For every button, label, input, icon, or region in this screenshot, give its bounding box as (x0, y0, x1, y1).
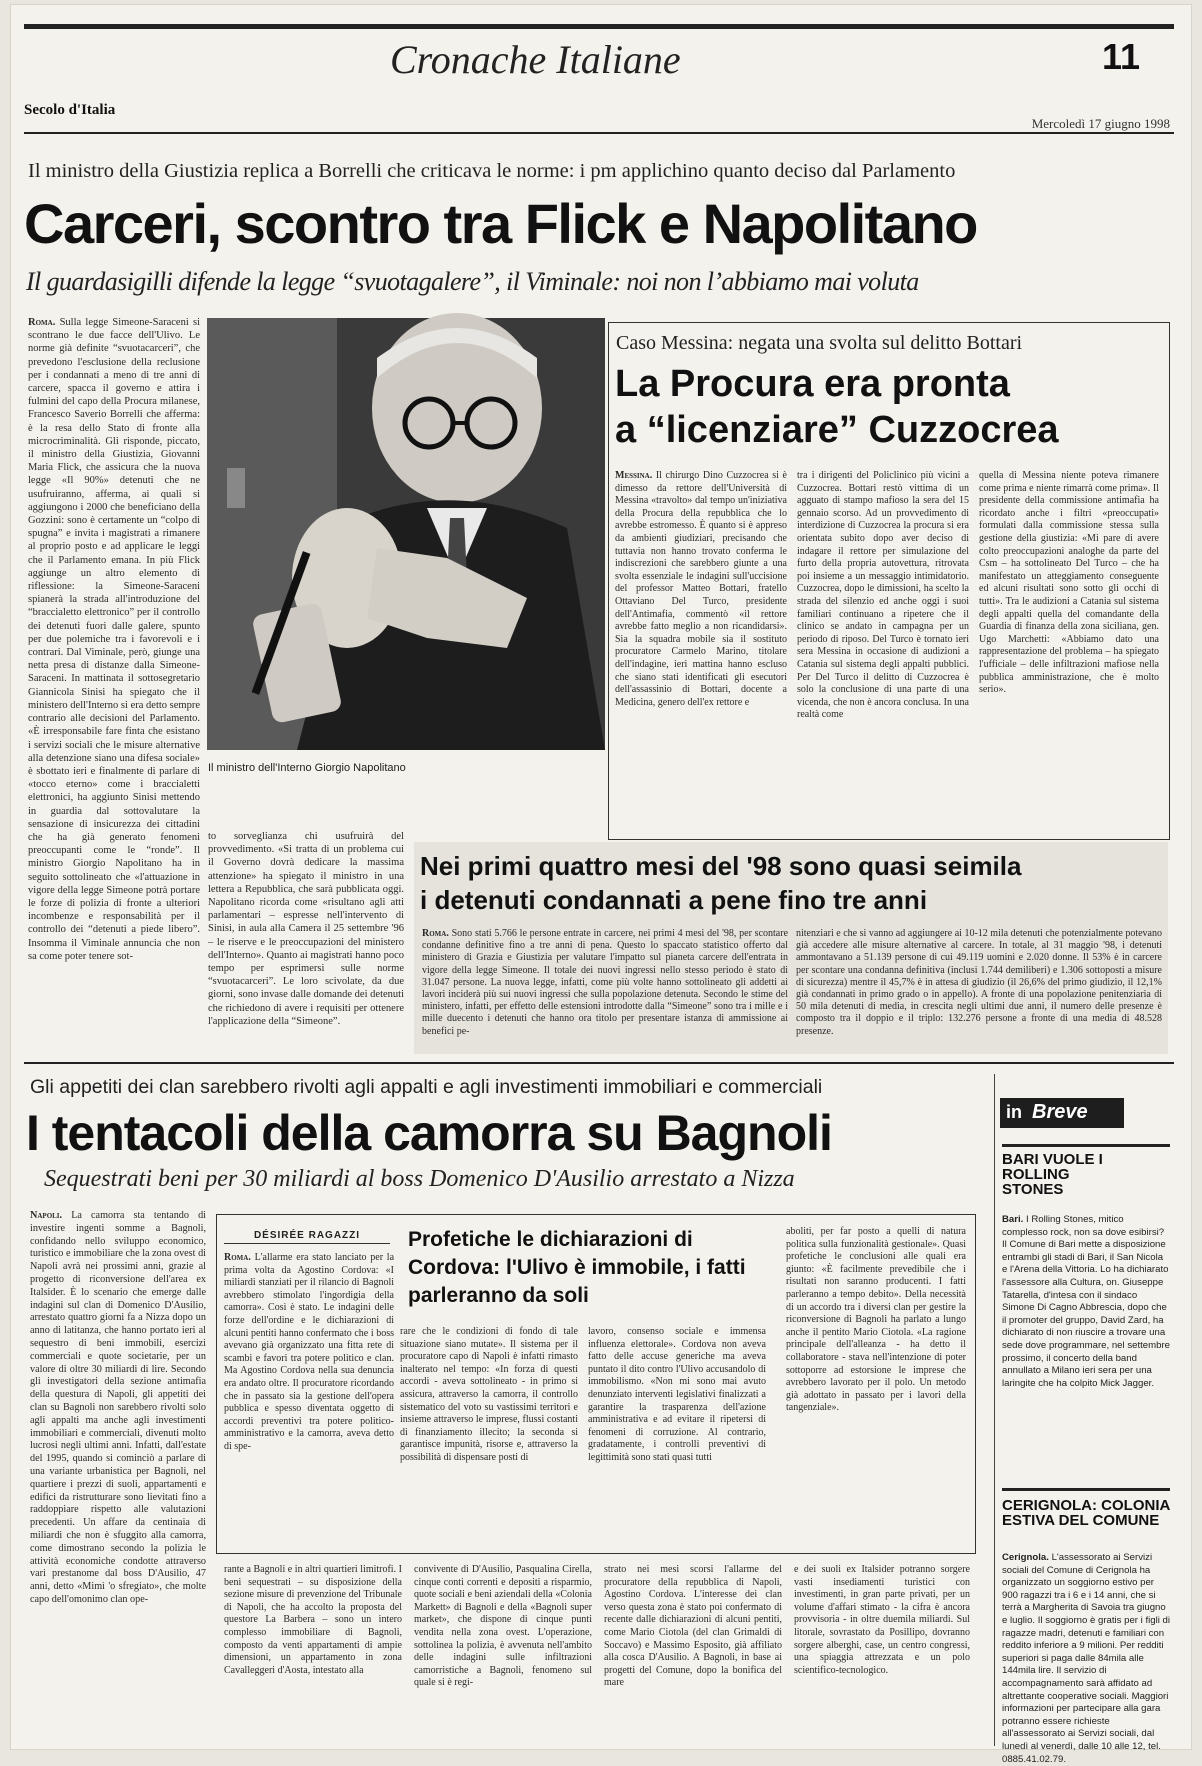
story1-kicker: Il ministro della Giustizia replica a Borrelli che criticava le norme: i pm applichino quanto deciso dal Parlamento (28, 160, 956, 182)
messina-column-1: Messina. Il chirurgo Dino Cuzzocrea si è dimesso da rettore dell'Università di Messina «travolto» dal tempo un'iniziativa della Procura della repubblica che lo avrebbe estromesso. È quanto si è appreso da ambienti giudiziari, precisando che tuttavia non hanno trovato conferma le indiscrezioni che sarebbero giunte a una svolta essenziale le indagini sull'uccisione del professor Matteo Bottari, fratello Ottaviano Del Turco, presidente dell'Antimafia, commentò «il rettore avrebbe fatto meglio a non ricandidarsi». Sia la squadra mobile sia il sostituto procuratore Carmelo Marino, titolare dell'indagine, ieri mattina hanno escluso che siano stati identificati gli esecutori dell'assassinio di Bottari, docente a Medicina, genero dell'ex rettore e (615, 470, 787, 708)
brief-1-text: Bari. I Rolling Stones, mitico complesso rock, non sa dove esibirsi? Il Comune di Bari mette a disposizione entrambi gli stadi di Bari, il San Nicola e l'Arena della Vittoria. Lo ha dichiarato l'assessore alla Cultura, on. Giuseppe Tatarella, d'intesa con il sindaco Simone Di Cagno Abbrescia, dopo che il promoter del gruppo, David Zard, ha dichiarato di non riuscire a trovare una sede dove programmare, nel settembre prossimo, il concerto della band annullato a Milano ieri sera per una laringite che ha colpito Mick Jagger. (1002, 1214, 1170, 1389)
detenuti-column-1: Roma. Sono stati 5.766 le persone entrate in carcere, nei primi 4 mesi del '98, per scontare condanne definitive fino a tre anni di pena. Questo lo spaccato statistico offerto dal ministero di Grazia e Giustizia per valutare l'impatto sul pianeta carcere dell'entrata in vigore della legge Simeone. Il totale dei nuovi ingressi nello stesso periodo è stato di 31.047 persone. La nuova legge, infatti, come più volte hanno sottolineato gli addetti ai lavori inciderà più sui nuovi ingressi che sulla popolazione detenuta. Secondo le stime del ministero, infatti, per effetto delle estensioni introdotte dalla “Simeone” sono tra i mille e i mille duecento i detenuti che hanno ora titolo per presentare istanza di ammissione ai benefici pe- (422, 928, 789, 1037)
cordova-column-2: rare che le condizioni di fondo di tale situazione siano mutate». Il sistema per il procuratore capo di Napoli è infatti rimasto inalterato nel tempo: «In forza di questi accordi - aveva sottolineato - in primo si assicura, attraverso la camorra, il controllo sistematico del voto su vastissimi territori e insieme attraverso le imprese, flussi costanti di finanziamento illecito; la seconda si garantisce impunità, risorse e, attraverso la possibilità di dispensare posti di (400, 1326, 578, 1463)
camorra-kicker: Gli appetiti dei clan sarebbero rivolti agli appalti e agli investimenti immobiliari e commerciali (30, 1076, 823, 1098)
top-rule (24, 24, 1174, 29)
cordova-headline: Profetiche le dichiarazioni di Cordova: l'Ulivo è immobile, i fatti parleranno da soli (408, 1228, 746, 1307)
cordova-column-4: aboliti, per far posto a quelli di natura politica sulla funzionalità gestionale». Quasi profetiche le conclusioni alle quali era giunto: «È facilmente prevedibile che i risultati non saranno producenti. I fatti parleranno a tempo debito». Della necessità di un accordo tra i diversi clan per gestire la riconversione di Bagnoli ha parlato a lungo anche il pentito Mario Ciotola. «La ragione principale dell'alleanza - ha detto il collaboratore - stava nell'intenzione di poter sottoporre ad estorsione le imprese che avrebbero lavorato per il polo. Un metodo già adottato in passato per i lavori della tangenziale». (786, 1226, 966, 1414)
paper-name: Secolo d'Italia (24, 102, 116, 118)
camorra-column-2: rante a Bagnoli e in altri quartieri limitrofi. I beni sequestrati – su disposizione della sezione misure di prevenzione del Tribunale di Napoli, che ha accolto la proposta del questore La Barbera – sono un intero complesso immobiliare di Bagnoli, composto da venti appartamenti di ampie dimensioni, un appartamento in zona Cavalleggeri d'Aosta, intestato alla (224, 1564, 402, 1676)
cordova-byline: DÉSIRÉE RAGAZZI (224, 1230, 390, 1244)
camorra-column-5: e dei suoli ex Italsider potranno sorgere vasti insediamenti turistici con investimenti, in gran parte privati, per un volume d'affari stimato - la cifra è ancora provvisoria - in oltre duemila miliardi. Sul litorale, sovrastato da Posillipo, dovranno sorgere alberghi, case, un centro congressi, una spiaggia attrezzata e un polo scientifico-tecnologico. (794, 1564, 970, 1676)
cordova-column-3: lavoro, consenso sociale e immensa influenza elettorale». Cordova non aveva fatto delle accuse generiche ma aveva puntato il dito contro l'Ulivo accusandolo di immobilismo. «Non mi sono mai avuto denunziato interventi legislativi finalizzati a garantire la trasparenza dell'azione amministrativa e ad evitare il ripetersi di fenomeni di corruzione. Al contrario, gradatamente, i controlli preventivi di legittimità sono stati quasi tutti (588, 1326, 766, 1463)
detenuti-headline-1: Nei primi quattro mesi del '98 sono quasi seimila (420, 851, 1022, 881)
camorra-subhead: Sequestrati beni per 30 miliardi al boss Domenico D'Ausilio arrestato a Nizza (44, 1166, 795, 1192)
brevi-rule-1 (1002, 1144, 1170, 1147)
masthead-rule (24, 132, 1174, 134)
story1-headline: Carceri, scontro tra Flick e Napolitano (24, 192, 977, 255)
messina-column-2: tra i dirigenti del Policlinico più vicini a Cuzzocrea. Bottari restò vittima di un agguato di stampo mafioso la sera del 15 gennaio scorso. Ad un provvedimento di interdizione di Cuzzocrea la procura si era orientata subito dopo aver deciso di indagare il rettore per simulazione del furto della propria autovettura, ritrovata poi insieme a un messaggio intimidatorio. Cuzzocrea, dopo le dimissioni, ha scelto la strada del silenzio ed anche oggi i suoi familiari continuano a ripetere che il clinico se andato in campagna per un periodo di riposo. Del Turco è tornato ieri sera Messina in occasione di audizioni a Catania sul sistema degli appalti pubblici. Per Del Turco il delitto di Cuzzocrea è solo la conclusione di una parte di una vicenda, che non è ancora conclusa. In una realtà come (797, 470, 969, 721)
issue-date: Mercoledì 17 giugno 1998 (1031, 116, 1170, 131)
detenuti-headline-2: i detenuti condannati a pene fino tre anni (420, 885, 928, 915)
newspaper-page (10, 4, 1192, 1765)
napolitano-photo (207, 318, 605, 750)
messina-headline-2: a “licenziare” Cuzzocrea (615, 409, 1059, 451)
camorra-column-1: Napoli. La camorra sta tentando di investire ingenti somme a Bagnoli, confidando nello sviluppo economico, turistico e immobiliare che la zona ovest di Napoli avrà nei prossimi anni, grazie al progetto di riconversione dell'area ex Italsider. È lo scenario che emerge dalle indagini sul clan di Domenico D'Ausilio, arrestato quattro giorni fa a Nizza dopo un anno di latitanza, che hanno portato ieri al sequestro di beni immobili, esercizi commerciali e quote societarie, per un valore di oltre 30 miliardi di lire. Secondo gli investigatori della sezione antimafia della questura di Napoli, gli appetiti dei clan su Bagnoli non sarebbero rivolti solo agli appalti ma anche agli investimenti immobiliari e commerciali, divenuti molto lucrosi negli ultimi anni. Infatti, dall'estate del 1995, quando si cominciò a parlare di una variante urbanistica per Bagnoli, nel quartiere i prezzi di suoli, appartamenti e edifici da ristrutturare sono lievitati fino a raddoppiare rispetto alle valutazioni precedenti. Un affare da centinaia di miliardi che non è sfuggito alla camorra, come dimostrano secondo la polizia le attività economiche condotte attraverso vari prestanome dal boss D'Ausilio, 47 anni, detto «Mimì 'o sfregiato», che molte capo dell'omonimo clan ope- (30, 1210, 207, 1605)
detenuti-column-2: nitenziari e che si vanno ad aggiungere ai 10-12 mila detenuti che potenzialmente potevano già accedere alle misure alternative al carcere. In totale, al 31 maggio '98, i detenuti ammontavano a 51.139 persone di cui 49.119 uomini e 2.020 donne. Il 53% è in carcere per scontare una condanna definitiva (inclusi 1.744 demiliberi) e 1.306 sottoposti a misure di sicurezza) mentre il 45,7% è in attesa di giudizio (il 26,6% del primo giudizio, il 12,1% già condannati in primo grado o in appello). A fronte di una popolazione penitenziaria di 50 mila detenuti di media, in crescita negli ultimi due anni, il numero delle presenze è composto tra il doppio e il triplo: 132.276 persone a fronte di una media di 48.528 presenze. (796, 928, 1162, 1037)
camorra-column-3: convivente di D'Ausilio, Pasqualina Cirella, cinque conti correnti e depositi a risparmio, quote sociali e beni aziendali della «Colonia Markett» di Bagnoli e della «Bagnoli super market», che dispone di cinque punti vendita nella zona ovest. L'operazione, sottolinea la polizia, è avvenuta nell'ambito delle indagini sulle infiltrazioni camorristiche a Bagnoli, fenomeno sul quale si è regi- (414, 1564, 592, 1689)
story1-column-1: Roma. Sulla legge Simeone-Saraceni si scontrano le due facce dell'Ulivo. Le norme già definite “svuotacarceri”, che prevedono l'esclusione della reclusione per i condannati a meno di tre anni di carcere, spacca il governo e attira i fulmini del capo della Procura milanese, Francesco Saverio Borrelli che afferma: è la resa dello Stato di fronte alla microcriminalità. Gli risponde, piccato, il ministro della Giustizia, Giovanni Maria Flick, che assicura che la nuova legge «Il 90%» detenuti che ne usufruiranno, afferma, ai quali si aggiungono i 2000 che beneficiano della Gozzini: sono è certamente un “colpo di spugna” e invita i magistrati a rimanere al proprio posto e ad applicare le leggi che il Parlamento emana. In più Flick aggiunge un altro elemento di riflessione: la Simeone-Saraceni spianerà la strada all'introduzione del “braccialetto elettronico” per il controllo dei detenuti fuori dalle galere, spunto per due polemiche tra i favorevoli e i contrari. Dal Viminale, però, giunge una netta presa di distanze dalla Simeone-Saraceni. In mattinata il sottosegretario Giannicola Sinisi ha spiegato che il ministero dell'Interno si era detto sempre contrario alle decisioni del Parlamento. «È irresponsabile fare finta che esistano i servizi sociali che le misure alternative alla detenzione siano una difesa sociale» è sbottato ieri e finalmente di parlare di «tocco eterno» come i braccialetti elettronici, ha aggiunto Sinisi mettendo in guardia dal sottovalutare la sensazione di insicurezza dei cittadini che ha già generato fenomeni preoccupanti come le “ronde”. Il ministro Giorgio Napolitano ha in seguito sottolineato che «l'attuazione in vigore della legge Simeone potrà portare le forze di polizia di fronte a ulteriori incombenze e responsabilità per il controllo dei “detenuti a piede libero”. Insomma il Viminale annuncia che non sa come poter tenere sot- (28, 317, 201, 962)
messina-column-3: quella di Messina niente poteva rimanere come prima e niente rimarrà come prima». Il presidente della commissione antimafia ha ricordato anche i filtri «preoccupati» formulati dalla commissione stessa sulla gestione della giustizia: «Mi pare di avere colto preoccupazioni analoghe da parte del Csm – ha sottolineato Del Turco – che ha manifestato un atteggiamento conseguente ed alcuni risultati sono sotto gli occhi di tutti». Tra le audizioni a Catania sul sistema degli appalti quella del comandante della Guardia di finanza della zona siciliana, gen. Ugo Marchetti: «Abbiamo dato una rappresentazione del problema – ha spiegato l'ufficiale – delle infiltrazioni mafiose nella pubblica amministrazione, che è molto serio». (979, 470, 1159, 696)
section-separator (24, 1062, 1174, 1064)
camorra-headline: I tentacoli della camorra su Bagnoli (26, 1105, 832, 1161)
messina-kicker: Caso Messina: negata una svolta sul delitto Bottari (616, 332, 1023, 354)
page-number: 11 (1102, 36, 1141, 77)
brief-2-text: Cerignola. L'assessorato ai Servizi sociali del Comune di Cerignola ha organizzato un soggiorno estivo per 900 ragazzi tra i 6 e i 14 anni, che si terrà a Margherita di Savoia tra giugno e luglio. Il soggiorno è gratis per i figli di ragazze madri, detenuti e familiari con reddito inferiore a 9 milioni. Per redditi superiori si paga dalle 84mila alle 144mila lire. Il servizio di accompagnamento sarà affidato ad altrettante cooperative sociali. Maggiori informazioni per partecipare alla gara potranno essere richieste all'assessorato ai Servizi sociali, dal lunedì al venerdì, dalle 10 alle 12, tel. 0885.41.02.79. (1002, 1552, 1170, 1765)
photo-caption: Il ministro dell'Interno Giorgio Napolitano (208, 762, 406, 774)
brevi-sidebar (994, 1074, 995, 1746)
section-title: Cronache Italiane (390, 37, 681, 82)
camorra-column-4: strato nei mesi scorsi l'allarme del procuratore della repubblica di Napoli, Agostino Cordova. L'interesse dei clan verso questa zona è stato poi confermato di recente dalle dichiarazioni di alcuni pentiti, come Mario Ciotola (del clan Grimaldi di Soccavo) e Massimo Esposito, già affiliato alla cosca D'Ausilio. A Bagnoli, in base ai progetti del Comune, dopo la bonifica del mare (604, 1564, 782, 1689)
brevi-logo: in Breve (1000, 1098, 1124, 1128)
story1-column-2: to sorveglianza chi usufruirà del provvedimento. «Si tratta di un problema cui il Governo dovrà dedicare la massima attenzione» ha spiegato il ministro in una lettera a Repubblica, che sarà pubblicata oggi. Napolitano ricorda come «risultano agli atti parlamentari – espresse nell'intervento di Sinisi, in aula alla Camera il 25 settembre '96 – le riserve e le preoccupazioni del ministero dell'Interno». Quanto ai magistrati hanno poco tempo per esprimersi sulle norme “svuotacarceri”. Le loro scivolate, da due giorni, sono invase dalle domande dei detenuti che richiedono di avere i requisiti per ottenere l'applicazione della “Simeone”. (208, 831, 404, 1027)
brief-2-title: CERIGNOLA: COLONIA ESTIVA DEL COMUNE (1002, 1497, 1170, 1529)
brevi-rule-2 (1002, 1488, 1170, 1491)
brief-1-title: BARI VUOLE I ROLLING STONES (1002, 1151, 1103, 1198)
portrait-illustration (207, 318, 605, 750)
cordova-column-1: Roma. L'allarme era stato lanciato per la prima volta da Agostino Cordova: «I miliardi stanziati per il rilancio di Bagnoli avrebbero stimolato l'ingordigia della camorra». Così è stato. Le indagini delle forze dell'ordine e le dichiarazioni di alcuni pentiti hanno confermato che i boss avevano già organizzato una fitta rete di scambi e favori tra potere politico e clan. Ma Agostino Cordova nella sua denuncia era andato oltre. Il procuratore ricordando che in passato sia la gestione dell'opera pubblica e spesso diventata oggetto di accordi preventivi tra potere politico-amministrativo e la camorra, aveva detto di spe- (224, 1252, 395, 1452)
story1-subhead: Il guardasigilli difende la legge “svuotagalere”, il Viminale: noi non l’abbiamo mai voluta (26, 267, 919, 296)
messina-headline-1: La Procura era pronta (615, 363, 1010, 405)
